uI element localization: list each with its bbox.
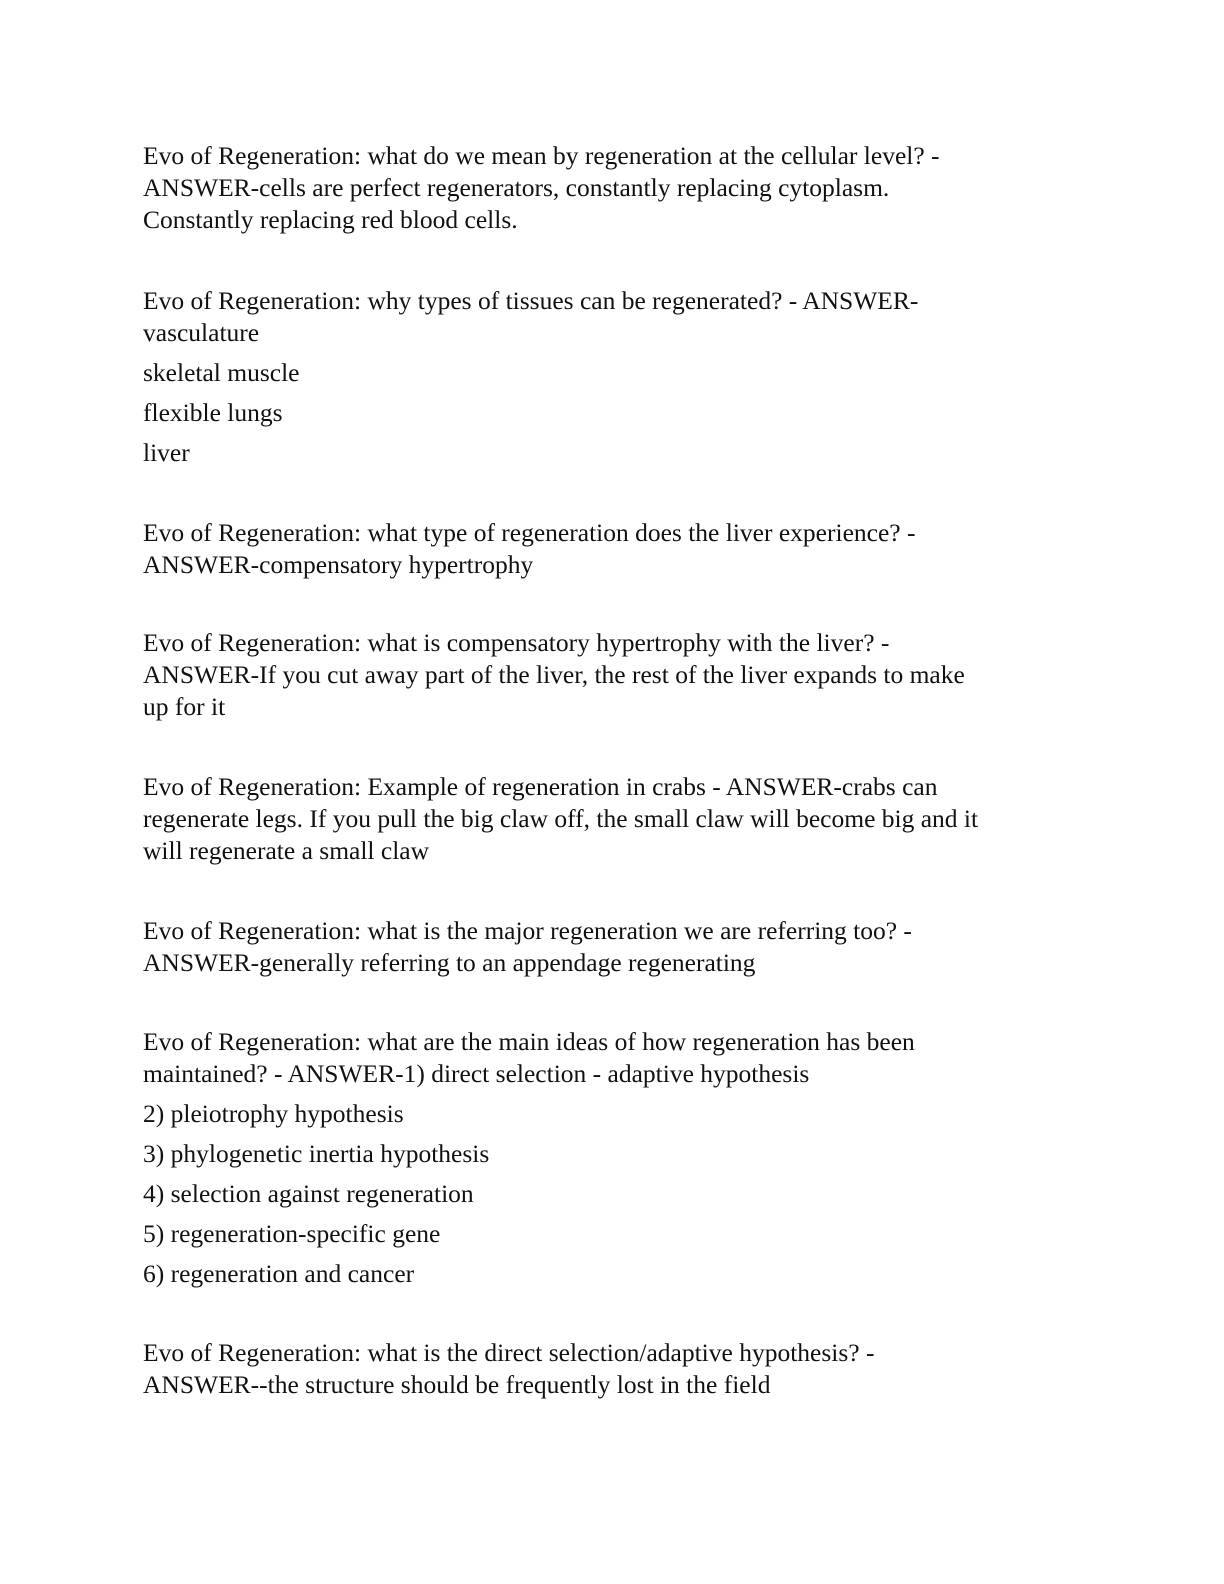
qa-item xyxy=(143,1026,915,1290)
qa-line: Constantly replacing red blood cells. xyxy=(143,205,518,234)
qa-line: Evo of Regeneration: what is the direct selection/adaptive hypothesis? - xyxy=(143,1338,875,1367)
qa-item xyxy=(143,517,915,581)
qa-item xyxy=(143,771,978,867)
qa-line: maintained? - ANSWER-1) direct selection - adaptive hypothesis xyxy=(143,1059,810,1088)
qa-line: Evo of Regeneration: Example of regeneration in crabs - ANSWER-crabs can xyxy=(143,772,938,801)
answer-list-line: 2) pleiotrophy hypothesis xyxy=(143,1099,404,1128)
answer-list-line: 6) regeneration and cancer xyxy=(143,1259,415,1288)
answer-list-line: 3) phylogenetic inertia hypothesis xyxy=(143,1139,490,1168)
qa-line: ANSWER-cells are perfect regenerators, constantly replacing cytoplasm. xyxy=(143,173,890,202)
qa-line: Evo of Regeneration: what is the major regeneration we are referring too? - xyxy=(143,916,912,945)
qa-item xyxy=(143,140,940,236)
answer-list-line: skeletal muscle xyxy=(143,358,300,387)
qa-line: ANSWER-If you cut away part of the liver, the rest of the liver expands to make xyxy=(143,660,965,689)
qa-line: Evo of Regeneration: what do we mean by regeneration at the cellular level? - xyxy=(143,141,940,170)
qa-line: Evo of Regeneration: what is compensatory hypertrophy with the liver? - xyxy=(143,628,890,657)
answer-list-line: 5) regeneration-specific gene xyxy=(143,1219,441,1248)
answer-list-line: flexible lungs xyxy=(143,398,283,427)
qa-line: up for it xyxy=(143,692,226,721)
qa-item xyxy=(143,1337,874,1401)
qa-line: Evo of Regeneration: what are the main ideas of how regeneration has been xyxy=(143,1027,915,1056)
qa-line: regenerate legs. If you pull the big claw off, the small claw will become big and it xyxy=(143,804,979,833)
qa-line: ANSWER-generally referring to an appendage regenerating xyxy=(143,948,756,977)
qa-line: will regenerate a small claw xyxy=(143,836,430,865)
qa-line: ANSWER--the structure should be frequently lost in the field xyxy=(143,1370,771,1399)
qa-line: vasculature xyxy=(143,318,260,347)
answer-list-line: liver xyxy=(143,438,190,467)
qa-item xyxy=(143,627,965,723)
qa-item xyxy=(143,915,912,979)
qa-line: Evo of Regeneration: what type of regeneration does the liver experience? - xyxy=(143,518,916,547)
qa-line: Evo of Regeneration: why types of tissues can be regenerated? - ANSWER- xyxy=(143,286,919,315)
answer-list-line: 4) selection against regeneration xyxy=(143,1179,474,1208)
qa-line: ANSWER-compensatory hypertrophy xyxy=(143,550,534,579)
qa-item xyxy=(143,285,918,469)
